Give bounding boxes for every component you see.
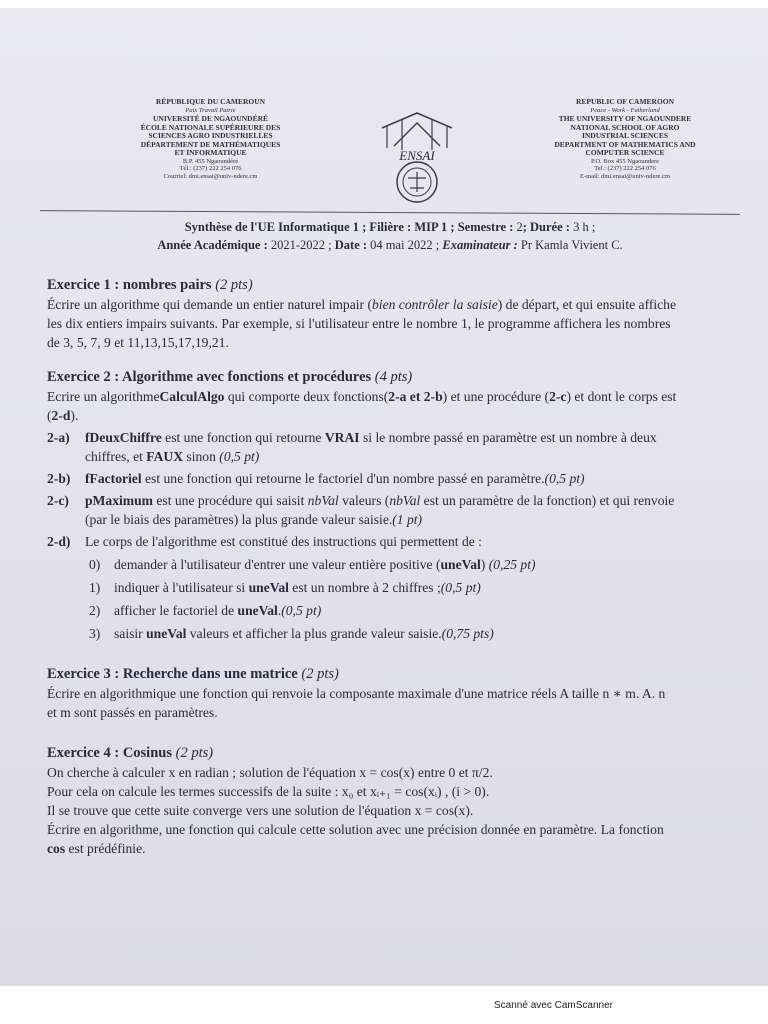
- motto-en: Peace - Work - Fatherland: [590, 106, 660, 114]
- exam-info: [40, 218, 740, 254]
- school-en-1: NATIONAL SCHOOL OF AGRO: [570, 122, 680, 132]
- header-left-block: [78, 98, 343, 180]
- motto-fr: Paix Travail Patrie: [185, 106, 236, 114]
- scanner-watermark: Scanné avec CamScanner: [494, 1000, 613, 1011]
- phone-fr: Tél.: (237) 222 254 076: [179, 165, 242, 172]
- exercise-4-line-2: Pour cela on calcule les termes successifs de la suite : x₀ et xᵢ₊₁ = cos(xᵢ) , (i > 0).: [47, 784, 490, 799]
- school-fr-2: SCIENCES AGRO INDUSTRIELLES: [148, 131, 273, 140]
- exercise-2-title: Exercice 2 : Algorithme avec fonctions et procédures (4 pts): [47, 369, 413, 385]
- exercise-2a: 2-a) fDeuxChiffre est une fonction qui retourne VRAI si le nombre passé en paramètre est un nombre à deux chiffres, et FAUX sinon (0,5 pt): [47, 430, 657, 464]
- step-3: 3) saisir uneVal valeurs et afficher la plus grande valeur saisie.(0,75 pts): [89, 626, 494, 641]
- exercise-4-line-1: On cherche à calculer x en radian ; solution de l'équation x = cos(x) entre 0 et π/2.: [47, 765, 493, 780]
- exam-info-line-1: Synthèse de l'UE Informatique 1 ; Filière : MIP 1 ; Semestre : 2; Durée : 3 h ;: [184, 220, 596, 234]
- header-divider: [40, 210, 740, 215]
- address-fr: B.P. 455 Ngaoundéré: [182, 157, 239, 165]
- republic-en: REPUBLIC OF CAMEROON: [575, 97, 675, 106]
- exam-body: [47, 266, 677, 858]
- department-en-1: DEPARTMENT OF MATHEMATICS AND: [554, 139, 696, 149]
- step-1: 1) indiquer à l'utilisateur si uneVal est un nombre à 2 chiffres ;(0,5 pt): [89, 580, 481, 595]
- exercise-4-title: Exercice 4 : Cosinus (2 pts): [47, 745, 214, 761]
- department-fr-1: DÉPARTEMENT DE MATHÉMATIQUES: [140, 139, 281, 149]
- exercise-4-line-4: Écrire en algorithme, une fonction qui calcule cette solution avec une précision donnée en paramètre. La fonction cos est prédéfinie.: [47, 822, 664, 856]
- exercise-3-title: Exercice 3 : Recherche dans une matrice (2 pts): [47, 666, 339, 682]
- email-fr: Courriel: dmi.ensai@univ-ndere.cm: [163, 172, 258, 180]
- header-right-block: [505, 98, 745, 180]
- university-en: THE UNIVERSITY OF NGAOUNDERE: [558, 114, 692, 123]
- phone-en: Tel.: (237) 222 254 076: [594, 165, 656, 172]
- department-fr-2: ET INFORMATIQUE: [174, 148, 247, 157]
- republic-fr: RÉPUBLIQUE DU CAMEROUN: [155, 97, 266, 106]
- department-en-2: COMPUTER SCIENCE: [585, 148, 665, 157]
- school-fr-1: ÉCOLE NATIONALE SUPÉRIEURE DES: [140, 122, 281, 132]
- exercise-1-title: Exercice 1 : nombres pairs (2 pts): [47, 277, 253, 293]
- address-en: P.O. Box 455 Ngaoundere: [590, 157, 660, 165]
- exercise-2-intro: Ecrire un algorithmeCalculAlgo qui comporte deux fonctions(2-a et 2-b) et une procédure (2-c) et dont le corps est (2-d).: [47, 389, 677, 423]
- exercise-2d: 2-d) Le corps de l'algorithme est constitué des instructions qui permettent de :: [47, 534, 482, 549]
- exercise-3-text: Écrire en algorithmique une fonction qui renvoie la composante maximale d'une matrice réels A taille n ∗ m. A. n et m sont passés en paramètres.: [47, 686, 666, 720]
- ensai-logo: [372, 108, 462, 208]
- step-0: 0) demander à l'utilisateur d'entrer une valeur entière positive (uneVal) (0,25 pt): [89, 557, 536, 572]
- exercise-2b: 2-b) fFactoriel est une fonction qui retourne le factoriel d'un nombre passé en paramètre.(0,5 pt): [47, 471, 585, 486]
- school-en-2: INDUSTRIAL SCIENCES: [581, 131, 669, 140]
- exam-info-line-2: Année Académique : 2021-2022 ; Date : 04 mai 2022 ; Examinateur : Pr Kamla Vivient C.: [157, 238, 623, 252]
- university-fr: UNIVERSITÉ DE NGAOUNDÉRÉ: [152, 114, 269, 123]
- step-2: 2) afficher le factoriel de uneVal.(0,5 pt): [89, 603, 322, 618]
- exercise-2c: 2-c) pMaximum est une procédure qui saisit nbVal valeurs (nbVal est un paramètre de la fonction) et qui renvoie (par le biais des paramètres) la plus grande valeur saisie.(1 pt): [47, 493, 675, 527]
- exercise-4-line-3: Il se trouve que cette suite converge vers une solution de l'équation x = cos(x).: [47, 803, 474, 818]
- exercise-1-text: Écrire un algorithme qui demande un entier naturel impair (bien contrôler la saisie) de départ, et qui ensuite affiche les dix entiers impairs suivants. Par exemple, si l'utilisateur entre le nombre 1, le programme affichera les nombres de 3, 5, 7, 9 et 11,13,15,17,19,21.: [47, 297, 677, 350]
- logo-text: ENSAI: [399, 148, 435, 163]
- scanned-page: [0, 8, 768, 986]
- email-en: E-mail: dmi.ensai@univ-ndere.cm: [580, 172, 670, 180]
